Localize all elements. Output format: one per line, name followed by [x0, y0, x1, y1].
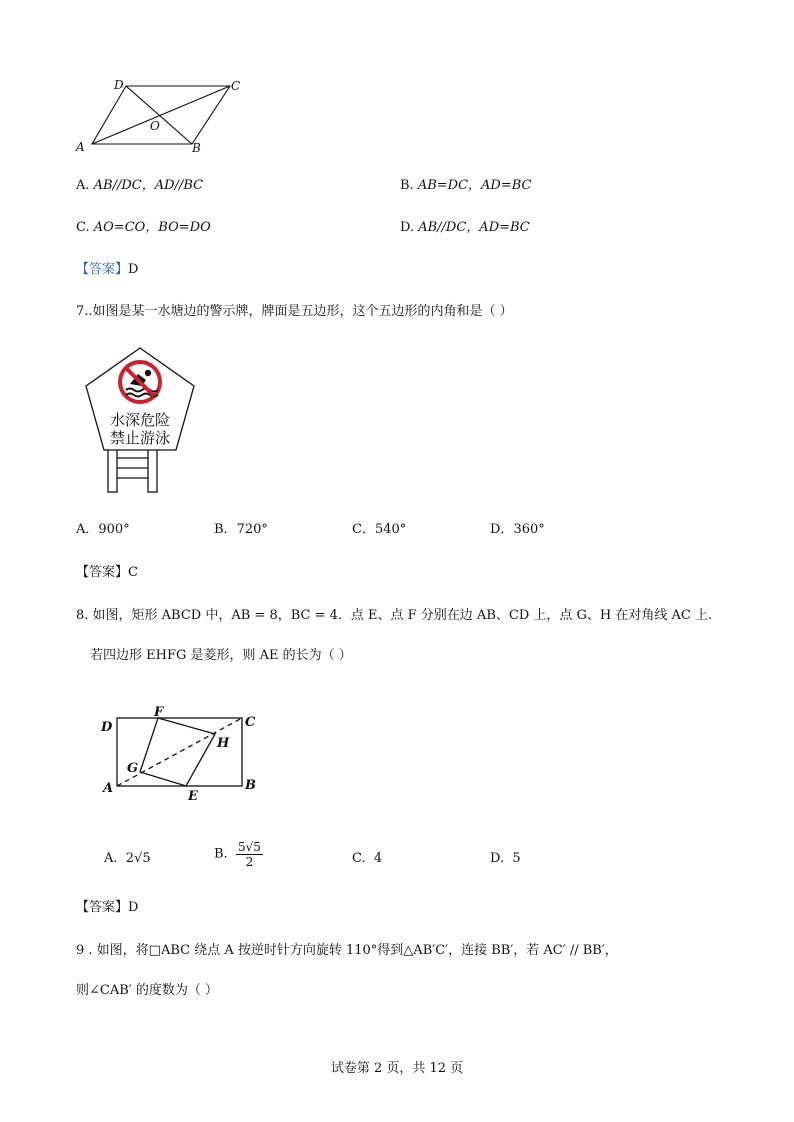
- fraction: $\frac{5√5}{2}$: [237, 840, 261, 869]
- q9-question-line-1: 9 . 如图，将□ABC 绕点 A 按逆时针方向旋转 110°得到△AB′C′，连接 BB′，若 AC′ // BB′，: [76, 943, 618, 958]
- q7-answer: 【答案】C: [76, 565, 138, 580]
- sign-line-2: 禁止游泳: [109, 429, 171, 447]
- label-e: E: [188, 789, 198, 804]
- q7-option-c: C．540°: [352, 522, 407, 537]
- label-f: F: [154, 705, 164, 720]
- warning-sign-figure: [80, 344, 200, 496]
- q8-question-line-2: 若四边形 EHFG 是菱形，则 AE 的长为（ ）: [90, 648, 352, 663]
- q8-option-b: B. $\frac{5√5}{2}$: [214, 840, 261, 869]
- q7-option-d: D．360°: [490, 522, 545, 537]
- label-d: D: [101, 720, 113, 735]
- no-swimming-icon: [120, 362, 160, 402]
- q8-option-d: D. 5: [490, 851, 521, 866]
- q7-option-b: B．720°: [214, 522, 268, 537]
- q8-answer: 【答案】D: [76, 900, 139, 915]
- q6-option-c: C. AO=CO，BO=DO: [76, 220, 211, 235]
- label-c: C: [231, 79, 241, 93]
- label-g: G: [127, 761, 139, 776]
- label-d: D: [114, 78, 124, 92]
- q6-option-b: B. AB=DC，AD=BC: [400, 178, 532, 193]
- label-b: B: [245, 778, 256, 793]
- q7-question: 7..如图是某一水塘边的警示牌，牌面是五边形，这个五边形的内角和是（ ）: [76, 304, 513, 319]
- label-b: B: [192, 141, 201, 155]
- q9-question-line-2: 则∠CAB′ 的度数为（ ）: [76, 983, 218, 998]
- q6-option-a: A. AB//DC，AD//BC: [76, 178, 204, 193]
- label-a: A: [76, 140, 85, 154]
- label-a: A: [103, 781, 114, 796]
- page-footer: 试卷第 2 页，共 12 页: [330, 1061, 464, 1076]
- sign-line-1: 水深危险: [109, 411, 171, 429]
- q8-option-a: A. 2√5: [104, 851, 151, 866]
- parallelogram-figure: [70, 72, 250, 156]
- q7-option-a: A．900°: [76, 522, 130, 537]
- rectangle-rhombus-figure: [98, 704, 268, 804]
- q8-question-line-1: 8. 如图，矩形 ABCD 中，AB = 8，BC = 4．点 E、点 F 分别在边 AB、CD 上，点 G、H 在对角线 AC 上.: [76, 608, 713, 623]
- label-h: H: [217, 736, 230, 751]
- q6-option-d: D. AB//DC，AD=BC: [400, 220, 530, 235]
- q6-answer: 【答案】D: [76, 262, 139, 277]
- label-o: O: [150, 119, 160, 133]
- q8-option-c: C. 4: [352, 851, 383, 866]
- label-c: C: [245, 715, 256, 730]
